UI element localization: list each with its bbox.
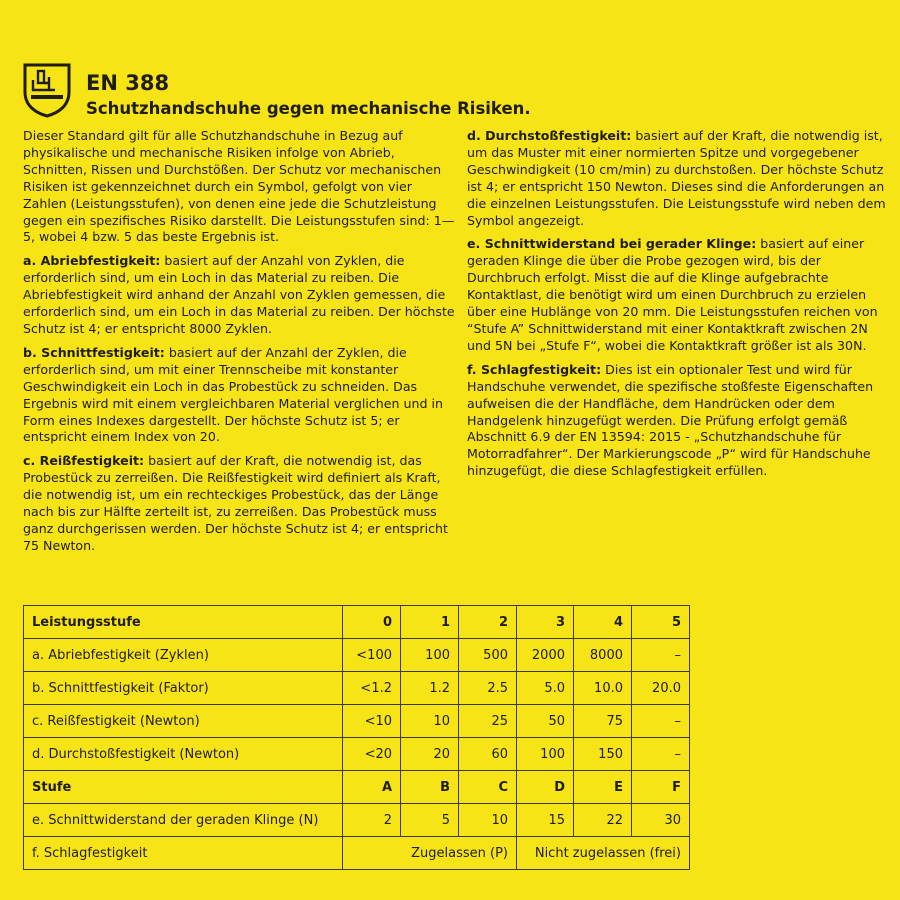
table-cell: 20: [401, 738, 459, 771]
table-cell: <100: [343, 639, 401, 672]
table-header-cell: 5: [632, 606, 690, 639]
stufe-header-cell: A: [343, 771, 401, 804]
table-cell: 5: [401, 804, 459, 837]
puncture-heading: d. Durchstoßfestigkeit:: [467, 128, 632, 143]
table-cell: 8000: [574, 639, 632, 672]
table-cell: 20.0: [632, 672, 690, 705]
table-cell: <20: [343, 738, 401, 771]
table-cell: 10: [401, 705, 459, 738]
row-label: e. Schnittwiderstand der geraden Klinge (N): [24, 804, 343, 837]
table-cell: 100: [401, 639, 459, 672]
row-label: b. Schnittfestigkeit (Faktor): [24, 672, 343, 705]
cut-text: basiert auf der Anzahl der Zyklen, die erforderlich sind, um mit einer Trennscheibe mit konstanter Geschwindigkeit ein Loch in das Probestück zu schneiden. Das Ergebnis wird mit einem vergleichbaren Material verglichen und in Form eines Indexes dargestellt. Der höchste Schutz ist 5; er entspricht einem Index von 20.: [23, 344, 443, 445]
impact-text: Dies ist ein optionaler Test und wird für Handschuhe verwendet, die spezifische stoßfeste Eigenschaften aufweisen die der Handfläche, dem Handrücken oder dem Handgelenk hinzugefügt werden. Die Prüfung erfolgt gemäß Abschnitt 6.9 der EN 13594: 2015 - „Schutzhandschuhe für Motorradfahrer“. Der Markierungscode „P“ wird für Handschuhe hinzugefügt, die diese Schlagfestigkeit erfüllen.: [467, 361, 874, 479]
abrasion-text: basiert auf der Anzahl von Zyklen, die erforderlich sind, um ein Loch in das Material zu reiben. Die Abriebfestigkeit wird anhand der Anzahl von Zyklen gemessen, die erforderlich sind, um ein Loch in das Material zu reiben. Der höchste Schutz ist 4; er entspricht 8000 Zyklen.: [23, 253, 455, 336]
table-cell: 10: [459, 804, 517, 837]
abrasion-paragraph: [23, 253, 457, 338]
page-subtitle: Schutzhandschuhe gegen mechanische Risiken.: [86, 99, 531, 118]
table-cell: –: [632, 738, 690, 771]
table-header-cell: 4: [574, 606, 632, 639]
table-row: [24, 837, 690, 870]
performance-table: [23, 605, 690, 870]
intro-paragraph: Dieser Standard gilt für alle Schutzhandschuhe in Bezug auf physikalische und mechanische Risiken infolge von Abrieb, Schnitten, Rissen und Durchstößen. Der Schutz vor mechanischen Risiken ist gekennzeichnet durch ein Symbol, gefolgt von vier Zahlen (Leistungsstufen), von denen eine jede die Schutzleistung gegen ein spezifisches Risiko darstellt. Die Leistungsstufen sind: 1—5, wobei 4 bzw. 5 das beste Ergebnis ist.: [23, 128, 455, 245]
table-cell: 2.5: [459, 672, 517, 705]
tear-paragraph: [23, 453, 457, 554]
table-cell: 22: [574, 804, 632, 837]
puncture-text: basiert auf der Kraft, die notwendig ist, um das Muster mit einer normierten Spitze und vorgegebener Geschwindigkeit (10 cm/min) zu durchstoßen. Der höchste Schutz ist 4; er entspricht 150 Newton. Dieses sind die Anforderungen an die einzelnen Leistungsstufen. Die Leistungsstufe wird neben dem Symbol angezeigt.: [467, 128, 886, 228]
failed-cell: Nicht zugelassen (frei): [517, 837, 690, 870]
stufe-header-cell: D: [517, 771, 574, 804]
table-cell: 2: [343, 804, 401, 837]
table-cell: 15: [517, 804, 574, 837]
table-row: [24, 804, 690, 837]
stufe-header-row: [24, 771, 690, 804]
table-cell: 60: [459, 738, 517, 771]
cut-paragraph: [23, 345, 457, 446]
stufe-header-cell: C: [459, 771, 517, 804]
table-cell: 1.2: [401, 672, 459, 705]
puncture-paragraph: [467, 128, 892, 229]
table-row: [24, 705, 690, 738]
abrasion-heading: a. Abriebfestigkeit:: [23, 253, 161, 269]
table-header-cell: 0: [343, 606, 401, 639]
table-cell: <1.2: [343, 672, 401, 705]
table-cell: 150: [574, 738, 632, 771]
row-label: f. Schlagfestigkeit: [24, 837, 343, 870]
stufe-header-cell: B: [401, 771, 459, 804]
straight-blade-paragraph: [467, 236, 892, 354]
stufe-header-cell: F: [632, 771, 690, 804]
table-header-cell: 2: [459, 606, 517, 639]
right-text-column: [467, 128, 892, 487]
table-cell: 50: [517, 705, 574, 738]
tear-heading: c. Reißfestigkeit:: [23, 453, 145, 469]
table-row: [24, 738, 690, 771]
impact-paragraph: [467, 362, 892, 480]
table-header-cell: 3: [517, 606, 574, 639]
table-cell: 10.0: [574, 672, 632, 705]
table-cell: 5.0: [517, 672, 574, 705]
table-cell: –: [632, 705, 690, 738]
table-header-label: Leistungsstufe: [24, 606, 343, 639]
table-row: [24, 672, 690, 705]
passed-cell: Zugelassen (P): [343, 837, 517, 870]
table-cell: 500: [459, 639, 517, 672]
tear-text: basiert auf der Kraft, die notwendig ist, das Probestück zu zerreißen. Die Reißfestigkeit wird definiert als Kraft, die notwendig ist, um ein rechteckiges Probestück, das der Länge nach bis zur Hälfte zerteilt ist, zu zerreißen. Das Probestück muss ganz durchgerissen werden. Der höchste Schutz ist 4; er entspricht 75 Newton.: [23, 453, 448, 553]
table-cell: 30: [632, 804, 690, 837]
table-cell: 25: [459, 705, 517, 738]
row-label: d. Durchstoßfestigkeit (Newton): [24, 738, 343, 771]
row-label: c. Reißfestigkeit (Newton): [24, 705, 343, 738]
table-header-row: [24, 606, 690, 639]
straight-blade-heading: e. Schnittwiderstand bei gerader Klinge:: [467, 236, 757, 252]
table-cell: 2000: [517, 639, 574, 672]
table-cell: 75: [574, 705, 632, 738]
stufe-header-label: Stufe: [24, 771, 343, 804]
table-cell: <10: [343, 705, 401, 738]
cut-heading: b. Schnittfestigkeit:: [23, 344, 165, 360]
stufe-header-cell: E: [574, 771, 632, 804]
table-cell: –: [632, 639, 690, 672]
glove-shield-icon: [22, 62, 72, 118]
impact-heading: f. Schlagfestigkeit:: [467, 361, 602, 377]
table-header-cell: 1: [401, 606, 459, 639]
left-text-column: [23, 128, 457, 562]
table-cell: 100: [517, 738, 574, 771]
table-row: [24, 639, 690, 672]
straight-blade-text: basiert auf einer geraden Klinge die über die Probe gezogen wird, bis der Durchbruch erfolgt. Misst die auf die Klinge aufgebrachte Kontaktlast, die benötigt wird um einen Durchbruch zu erzielen über eine Hublänge von 20 mm. Die Leistungsstufen reichen von “Stufe A” Schnittwiderstand mit einer Kontaktkraft zwischen 2N und 5N bei „Stufe F“, wobei die Kontaktkraft größer ist als 30N.: [467, 236, 878, 353]
row-label: a. Abriebfestigkeit (Zyklen): [24, 639, 343, 672]
page-title: EN 388: [86, 71, 170, 95]
